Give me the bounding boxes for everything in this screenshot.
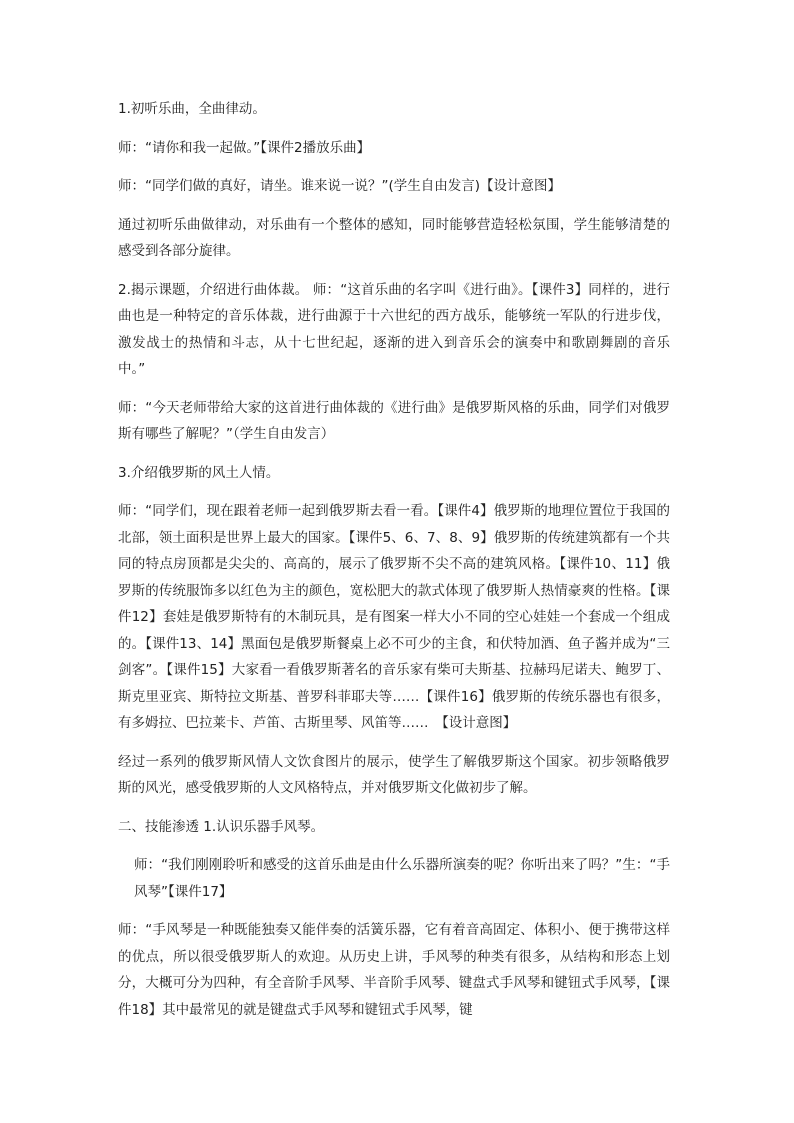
paragraph: 师：“同学们，现在跟着老师一起到俄罗斯去看一看。【课件4】俄罗斯的地理位置位于我国的北部，领土面积是世界上最大的国家。【课件5、6、7、8、9】俄罗斯的传统建筑都有一个共同的特点房顶都是尖尖的、高高的，展示了俄罗斯不尖不高的建筑风格。【课件10、11】俄罗斯的传统服饰多以红色为主的颜色，宽松肥大的款式体现了俄罗斯人热情豪爽的性格。【课件12】套娃是俄罗斯特有的木制玩具，是有图案一样大小不同的空心娃娃一个套成一个组成的。【课件13、14】黑面包是俄罗斯餐桌上必不可少的主食，和伏特加酒、鱼子酱并成为“三剑客”。【课件15】大家看一看俄罗斯著名的音乐家有柴可夫斯基、拉赫玛尼诺夫、鲍罗丁、斯克里亚宾、斯特拉文斯基、普罗科菲耶夫等……【课件16】俄罗斯的传统乐器也有很多，有多姆拉、巴拉莱卡、芦笛、古斯里琴、风笛等…… 【设计意图】 [118,503,670,731]
document-body [118,96,670,1035]
paragraph: 1.初听乐曲，全曲律动。 [118,101,266,117]
paragraph: 师：“请你和我一起做。”【课件2播放乐曲】 [118,139,371,156]
paragraph: 师：“手风琴是一种既能独奏又能伴奏的活簧乐器，它有着音高固定、体积小、便于携带这样的优点，所以很受俄罗斯人的欢迎。从历史上讲，手风琴的种类有很多，从结构和形态上划分，大概可分为四种，有全音阶手风琴、半音阶手风琴、键盘式手风琴和键钮式手风琴，【课件18】其中最常见的就是键盘式手风琴和键钮式手风琴，键 [118,922,670,1018]
paragraph: 师：“今天老师带给大家的这首进行曲体裁的《进行曲》是俄罗斯风格的乐曲，同学们对俄罗斯有哪些了解呢？”（学生自由发言） [118,399,670,442]
paragraph: 师：“同学们做的真好，请坐。谁来说一说？”(学生自由发言)【设计意图】 [118,178,562,194]
paragraph: 通过初听乐曲做律动，对乐曲有一个整体的感知，同时能够营造轻松氛围，学生能够清楚的感受到各部分旋律。 [118,216,670,259]
paragraph: 师：“我们刚刚聆听和感受的这首乐曲是由什么乐器所演奏的呢？你听出来了吗？”生：“手风琴”【课件17】 [134,857,670,900]
section-heading: 二、技能渗透 1.认识乐器手风琴。 [118,818,325,835]
paragraph: 2.揭示课题，介绍进行曲体裁。 师：“这首乐曲的名字叫《进行曲》。【课件3】同样的，进行曲也是一种特定的音乐体裁，进行曲源于十六世纪的西方战乐，能够统一军队的行进步伐，激发战士的热情和斗志，从十七世纪起，逐渐的进入到音乐会的演奏中和歌剧舞剧的音乐中。” [118,281,670,377]
paragraph: 经过一系列的俄罗斯风情人文饮食图片的展示，使学生了解俄罗斯这个国家。初步领略俄罗斯的风光，感受俄罗斯的人文风格特点，并对俄罗斯文化做初步了解。 [118,753,670,796]
paragraph: 3.介绍俄罗斯的风土人情。 [118,464,280,481]
